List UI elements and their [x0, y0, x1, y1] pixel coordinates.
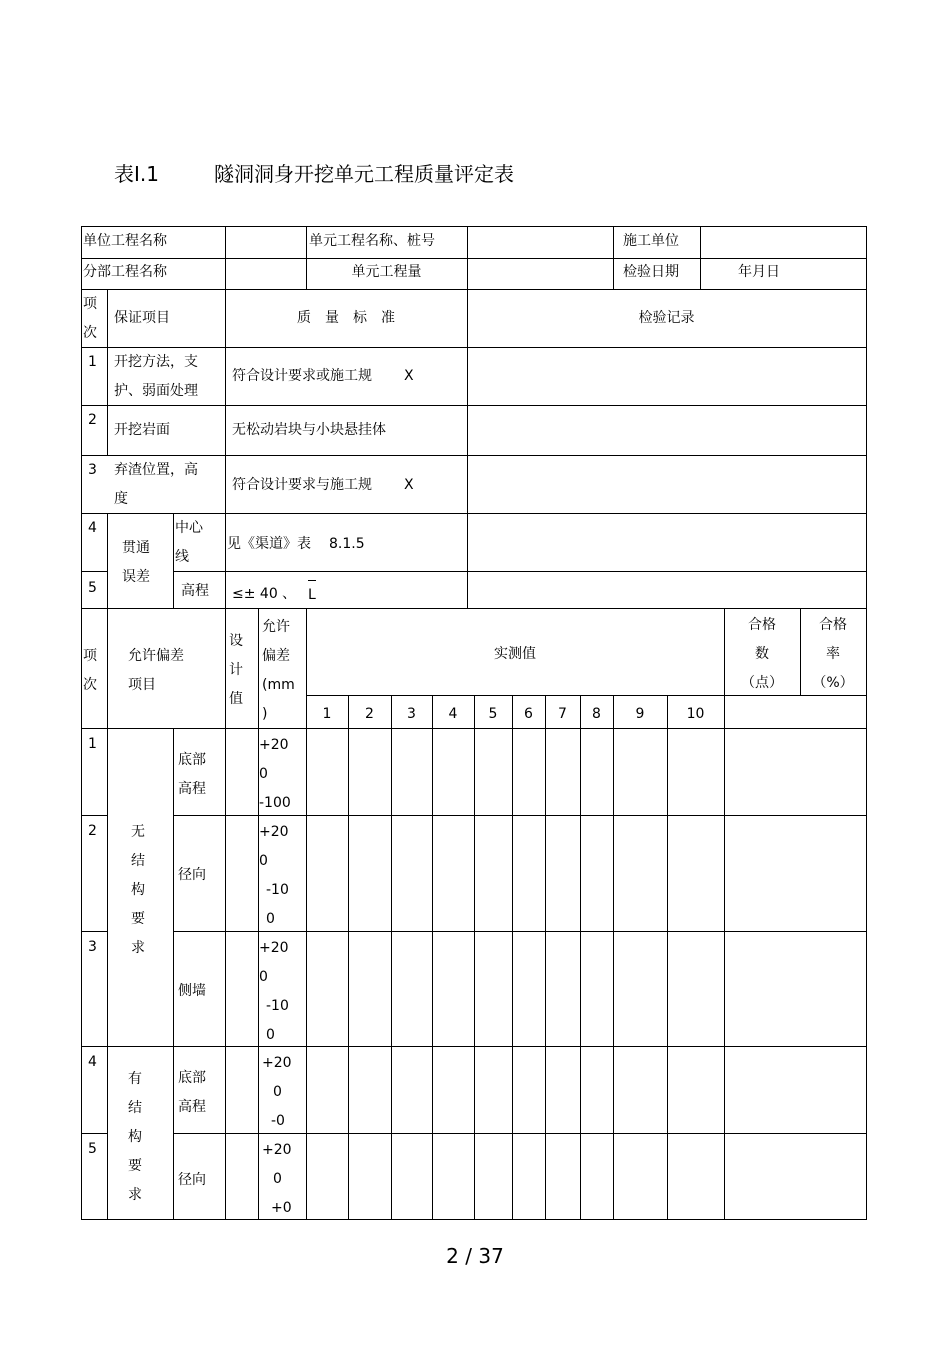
allowed-deviation: 0: [259, 969, 268, 985]
no-structure-group: 构: [131, 882, 145, 898]
quality-standard-header: 质 量 标 准: [297, 310, 395, 326]
row-no: 1: [88, 354, 97, 370]
table-rule: [81, 405, 867, 406]
tolerance-subitem: 径向: [178, 867, 206, 883]
table-rule: [81, 1133, 108, 1134]
document-title: [114, 158, 514, 187]
tolerance-subitem: 侧墙: [178, 983, 206, 999]
measure-point-number: 4: [448, 706, 458, 722]
element-quantity-label: 单元工程量: [351, 264, 422, 280]
table-rule: [225, 226, 226, 290]
standard-reference: 8.1.5: [329, 536, 365, 552]
table-rule: [432, 695, 433, 1220]
table-rule: [173, 513, 174, 609]
row-no: 5: [88, 1141, 97, 1157]
item-no-header: 项: [83, 648, 97, 664]
guarantee-item: 度: [114, 491, 128, 507]
table-rule: [81, 1046, 174, 1047]
row-no: 4: [88, 1054, 97, 1070]
table-rule: [512, 695, 513, 1220]
table-rule: [81, 931, 108, 932]
quality-standard: ≤± 40 、: [232, 586, 297, 602]
table-rule: [107, 608, 108, 1220]
tolerance-subitem: 高程: [178, 1099, 206, 1115]
allowed-deviation: -10: [266, 998, 289, 1014]
table-rule: [81, 728, 108, 729]
with-structure-group: 结: [128, 1100, 142, 1116]
table-rule: [724, 608, 725, 1220]
tolerance-header: ): [262, 706, 268, 722]
standard-mark: X: [404, 477, 414, 493]
breakthrough-error-group: 贯通: [122, 540, 150, 556]
construction-unit-label: 施工单位: [623, 233, 679, 249]
tolerance-header: 允许: [262, 619, 290, 635]
table-rule: [613, 695, 614, 1220]
no-structure-group: 求: [131, 940, 145, 956]
item-no-header: 次: [83, 677, 97, 693]
tolerance-item-header: 项目: [128, 677, 156, 693]
pass-count-header: （点）: [741, 675, 783, 691]
standard-mark: X: [404, 368, 414, 384]
guarantee-item: 护、弱面处理: [114, 383, 198, 399]
no-structure-group: 要: [131, 911, 145, 927]
guarantee-subitem: 高程: [181, 583, 209, 599]
allowed-deviation: 0: [273, 1171, 282, 1187]
allowed-deviation: -10: [266, 882, 289, 898]
table-number: 表I.1: [114, 162, 159, 186]
tolerance-subitem: 底部: [178, 1070, 206, 1086]
guarantee-item-header: 保证项目: [114, 310, 170, 326]
table-rule: [81, 347, 867, 348]
table-rule: [81, 226, 867, 227]
table-rule: [225, 608, 226, 1220]
allowed-deviation: +20: [259, 940, 289, 956]
table-rule: [81, 455, 867, 456]
table-rule: [81, 815, 108, 816]
row-no: 2: [88, 823, 97, 839]
allowed-deviation: 0: [259, 766, 268, 782]
allowed-deviation: -100: [259, 795, 291, 811]
item-no-header: 次: [83, 325, 97, 341]
table-rule: [700, 226, 701, 290]
allowed-deviation: -0: [271, 1113, 285, 1129]
table-rule: [81, 226, 82, 1220]
table-rule: [107, 289, 108, 456]
pass-rate-header: （%）: [812, 675, 854, 691]
quality-standard: 符合设计要求或施工规: [232, 368, 372, 384]
pass-rate-header: 率: [826, 646, 840, 662]
inspection-date-label: 检验日期: [623, 264, 679, 280]
design-value-header: 设: [229, 633, 243, 649]
allowed-deviation: +20: [259, 824, 289, 840]
table-rule: [467, 226, 468, 290]
table-rule: [866, 226, 867, 1220]
allowed-deviation: 0: [266, 911, 275, 927]
guarantee-item: 开挖方法，支: [114, 354, 198, 370]
table-rule: [107, 513, 108, 609]
row-no: 2: [88, 412, 97, 428]
quality-standard: 无松动岩块与小块悬挂体: [232, 422, 386, 438]
breakthrough-error-group: 误差: [122, 569, 150, 585]
table-rule: [225, 289, 226, 609]
table-rule: [545, 695, 546, 1220]
table-rule: [667, 695, 668, 1220]
measure-point-number: 10: [686, 706, 705, 722]
pass-rate-header: 合格: [819, 617, 847, 633]
sub-project-name-label: 分部工程名称: [83, 264, 167, 280]
no-structure-group: 结: [131, 853, 145, 869]
with-structure-group: 构: [128, 1129, 142, 1145]
no-structure-group: 无: [131, 824, 145, 840]
quality-standard: 见《渠道》表: [227, 536, 311, 552]
table-rule: [81, 1219, 867, 1220]
guarantee-subitem: 中心: [175, 520, 203, 536]
tolerance-subitem: 底部: [178, 752, 206, 768]
design-value-header: 值: [229, 691, 243, 707]
guarantee-item: 开挖岩面: [114, 422, 170, 438]
inspection-record-header: 检验记录: [638, 310, 695, 326]
quality-standard: 符合设计要求与施工规: [232, 477, 372, 493]
measure-point-number: 8: [592, 706, 601, 722]
allowed-deviation: 0: [273, 1084, 282, 1100]
measure-point-number: 6: [524, 706, 533, 722]
table-rule: [348, 695, 349, 1220]
table-rule: [474, 695, 475, 1220]
table-title: 隧洞洞身开挖单元工程质量评定表: [214, 162, 514, 186]
allowed-deviation: +0: [271, 1200, 292, 1216]
table-rule: [613, 226, 614, 290]
tolerance-item-header: 允许偏差: [128, 648, 184, 664]
table-rule: [173, 728, 867, 729]
allowed-deviation: 0: [259, 853, 268, 869]
page-number: 2 / 37: [446, 1244, 504, 1268]
measure-point-number: 1: [322, 706, 332, 722]
table-rule: [173, 931, 867, 932]
with-structure-group: 要: [128, 1158, 142, 1174]
measure-point-number: 2: [365, 706, 374, 722]
with-structure-group: 求: [128, 1187, 142, 1203]
table-rule: [467, 289, 468, 609]
row-no: 5: [88, 580, 97, 596]
table-rule: [81, 571, 108, 572]
element-project-name-label: 单元工程名称、桩号: [309, 233, 435, 249]
tolerance-header: 偏差: [262, 648, 290, 664]
tolerance-header: (mm: [262, 677, 295, 693]
allowed-deviation: +20: [262, 1142, 292, 1158]
measure-point-number: 7: [558, 706, 567, 722]
row-no: 3: [88, 939, 97, 955]
table-rule: [173, 728, 174, 1220]
tolerance-subitem: 径向: [178, 1172, 206, 1188]
item-no-header: 项: [83, 296, 97, 312]
allowed-deviation: +20: [259, 737, 289, 753]
guarantee-subitem: 线: [175, 549, 189, 565]
measure-point-number: 5: [488, 706, 498, 722]
unit-project-name-label: 单位工程名称: [83, 233, 167, 249]
table-rule: [81, 608, 867, 609]
allowed-deviation: +20: [262, 1055, 292, 1071]
table-rule: [580, 695, 581, 1220]
pass-count-header: 合格: [748, 617, 776, 633]
design-value-header: 计: [229, 662, 243, 678]
allowed-deviation: 0: [266, 1027, 275, 1043]
measure-point-number: 9: [635, 706, 645, 722]
row-no: 4: [88, 520, 97, 536]
measure-point-number: 3: [407, 706, 416, 722]
table-rule: [81, 289, 867, 290]
pass-count-header: 数: [755, 646, 769, 662]
table-rule: [391, 695, 392, 1220]
standard-reference: L: [308, 580, 316, 610]
row-no: 3: [88, 462, 97, 478]
guarantee-item: 弃渣位置，高: [114, 462, 198, 478]
table-rule: [258, 608, 259, 1220]
measured-values-header: 实测值: [494, 646, 536, 662]
table-rule: [173, 571, 867, 572]
with-structure-group: 有: [128, 1071, 142, 1087]
inspection-date-value: 年月日: [738, 264, 780, 280]
tolerance-subitem: 高程: [178, 781, 206, 797]
row-no: 1: [88, 736, 97, 752]
table-rule: [173, 1046, 867, 1047]
